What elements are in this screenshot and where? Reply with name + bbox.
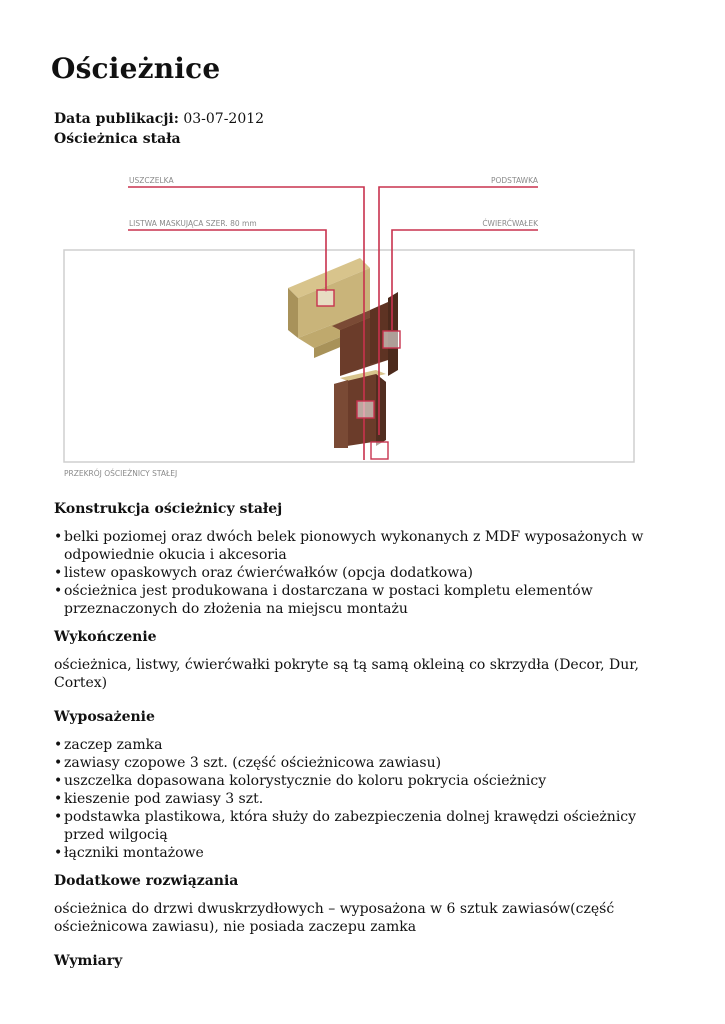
heading-konstrukcja: Konstrukcja ościeżnicy stałej: [54, 501, 283, 517]
section-subtitle: Ościeżnica stała: [54, 131, 181, 147]
list-item: • belki poziomej oraz dwóch belek pionowych wykonanych z MDF wyposażonych w odpowiednie okucia i akcesoria: [54, 528, 674, 564]
publication-meta: [54, 111, 264, 127]
article-content: [54, 500, 674, 980]
page-title: Ościeżnice: [51, 52, 221, 85]
list-item: • ościeżnica jest produkowana i dostarczana w postaci kompletu elementów przeznaczonych do złożenia na miejscu montażu: [54, 582, 674, 618]
heading-dodatkowe: Dodatkowe rozwiązania: [54, 873, 239, 889]
heading-wyposazenie: Wyposażenie: [54, 709, 155, 725]
list-item: • uszczelka dopasowana kolorystycznie do koloru pokrycia ościeżnicy: [54, 772, 674, 790]
diagram-caption: PRZEKRÓJ OŚCIEŻNICY STAŁEJ: [64, 469, 178, 478]
frame-cross-section-diagram: [62, 170, 638, 482]
diagram-svg: [62, 170, 638, 482]
label-cwiercwalek: ĆWIERĆWAŁEK: [482, 219, 538, 228]
list-item: • zawiasy czopowe 3 szt. (część ościeżnicowa zawiasu): [54, 754, 674, 772]
list-item: • kieszenie pod zawiasy 3 szt.: [54, 790, 674, 808]
publication-date-label: Data publikacji:: [54, 111, 179, 127]
wyposazenie-list: [54, 736, 674, 862]
top-beam: [288, 258, 398, 376]
list-item: • zaczep zamka: [54, 736, 674, 754]
list-item: • listew opaskowych oraz ćwierćwałków (opcja dodatkowa): [54, 564, 674, 582]
publication-date: 03-07-2012: [183, 111, 265, 127]
wykonczenie-text: ościeżnica, listwy, ćwierćwałki pokryte są tą samą okleiną co skrzydła (Decor, Dur, Cortex): [54, 657, 639, 691]
list-item: • łączniki montażowe: [54, 844, 674, 862]
label-listwa: LISTWA MASKUJĄCA SZER. 80 mm: [129, 219, 257, 228]
list-item: • podstawka plastikowa, która służy do zabezpieczenia dolnej krawędzi ościeżnicy przed wilgocią: [54, 808, 674, 844]
heading-wykonczenie: Wykończenie: [54, 629, 157, 645]
label-uszczelka: USZCZELKA: [129, 176, 174, 185]
label-podstawka: PODSTAWKA: [490, 176, 538, 185]
dodatkowe-text: ościeżnica do drzwi dwuskrzydłowych – wyposażona w 6 sztuk zawiasów(część ościeżnicowa zawiasu), nie posiada zaczepu zamka: [54, 901, 615, 935]
heading-wymiary: Wymiary: [54, 953, 123, 969]
konstrukcja-list: [54, 528, 674, 618]
